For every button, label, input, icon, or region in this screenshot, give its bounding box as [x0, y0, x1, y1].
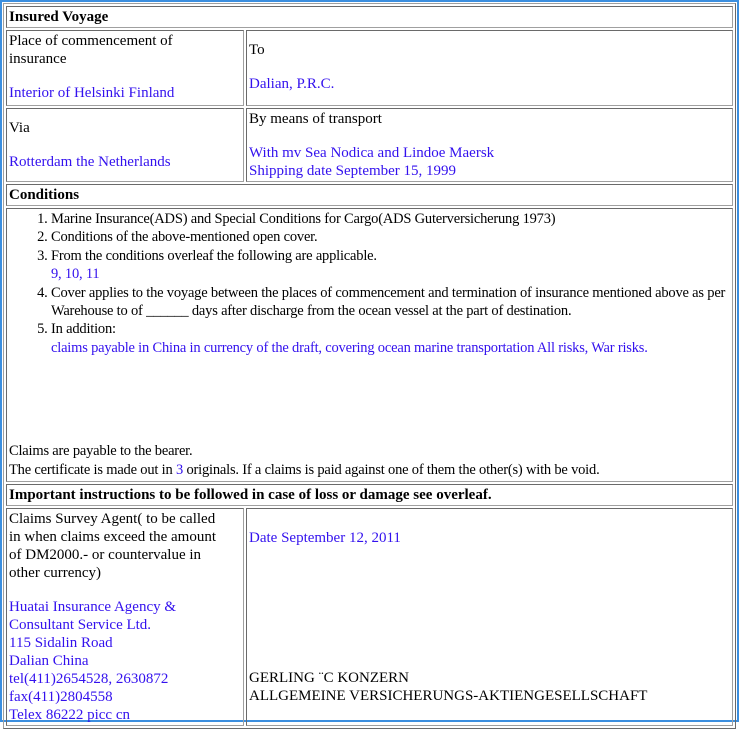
- agent-name-line: Huatai Insurance Agency &: [9, 599, 177, 615]
- condition-text: Cover applies to the voyage between the places of commencement and termination of insurance: [51, 284, 589, 301]
- insured-voyage-heading: Insured Voyage: [6, 6, 733, 28]
- place-label-line2: insurance: [9, 51, 67, 67]
- days-blank: ______: [146, 303, 189, 320]
- condition-item: [51, 320, 730, 357]
- insurance-certificate-table: [3, 3, 736, 729]
- condition-text: mentioned above as per Warehouse to of: [51, 284, 726, 320]
- instructions-heading: Important instructions to be followed in case of loss or damage see overleaf.: [6, 484, 733, 506]
- applicable-conditions-value: 9, 10, 11: [51, 266, 100, 283]
- via-label: Via: [9, 120, 30, 136]
- via-cell: [6, 108, 244, 182]
- condition-text: of destination.: [491, 303, 572, 320]
- claims-agent-cell: [6, 508, 244, 726]
- place-of-commencement-value: Interior of Helsinki Finland: [9, 85, 175, 101]
- issue-date: Date September 12, 2011: [249, 530, 401, 546]
- insurer-name-line1: GERLING ¨C KONZERN: [249, 670, 409, 686]
- via-value: Rotterdam the Netherlands: [9, 154, 171, 170]
- agent-fax: fax(411)2804558: [9, 689, 113, 705]
- vessel-names: With mv Sea Nodica and Lindoe Maersk: [249, 145, 495, 161]
- agent-name-line: Consultant Service Ltd.: [9, 617, 152, 633]
- originals-count: 3: [175, 461, 183, 478]
- claims-payable-text: Claims are payable to the bearer.: [9, 443, 193, 459]
- to-label: To: [249, 42, 265, 58]
- agent-label-line: in when claims exceed the amount: [9, 529, 217, 545]
- agent-label-line: other currency): [9, 565, 102, 581]
- agent-telex: Telex 86222 picc cn: [9, 707, 130, 723]
- place-of-commencement-cell: [6, 30, 244, 106]
- condition-item: [51, 228, 730, 246]
- condition-text: In addition:: [51, 321, 116, 338]
- originals-suffix: originals. If a claims is paid against one of them the other(s) with be void.: [186, 461, 600, 478]
- condition-item: [51, 247, 730, 284]
- condition-item: [51, 210, 730, 228]
- additional-conditions-value: claims payable in China in currency of the draft, covering ocean marine transportation All risks, War risks.: [51, 339, 648, 356]
- agent-address: 115 Sidalin Road: [9, 635, 113, 651]
- claims-agent-label: [9, 510, 241, 582]
- condition-text: days after discharge from the ocean vessel at the part: [191, 303, 488, 320]
- place-label-line1: Place of commencement of: [9, 33, 173, 49]
- originals-prefix: The certificate is made out in: [9, 461, 173, 478]
- conditions-list: [9, 210, 730, 357]
- condition-item: [51, 284, 730, 321]
- means-of-transport-label: By means of transport: [249, 111, 382, 127]
- means-of-transport-cell: [246, 108, 733, 182]
- shipping-date: Shipping date September 15, 1999: [249, 163, 457, 179]
- insurer-name-line2: ALLGEMEINE VERSICHERUNGS-AKTIENGESELLSCHAFT: [249, 688, 648, 704]
- destination-cell: [246, 30, 733, 106]
- certificate-notes: [9, 442, 600, 479]
- agent-label-line: Claims Survey Agent( to be called: [9, 511, 216, 527]
- agent-city: Dalian China: [9, 653, 89, 669]
- conditions-cell: [6, 208, 733, 482]
- means-of-transport-value: [249, 144, 730, 180]
- claims-agent-details: [9, 598, 241, 724]
- condition-text: Conditions of the above-mentioned open cover.: [51, 229, 318, 246]
- place-of-commencement-label: [9, 32, 241, 68]
- agent-label-line: of DM2000.- or countervalue in: [9, 547, 202, 563]
- issue-cell: [246, 508, 733, 726]
- to-value: Dalian, P.R.C.: [249, 76, 335, 92]
- condition-text: From the conditions overleaf the following are applicable.: [51, 247, 377, 264]
- insurer-signature: [249, 669, 647, 705]
- conditions-heading: Conditions: [6, 184, 733, 206]
- agent-telephone: tel(411)2654528, 2630872: [9, 671, 169, 687]
- originals-text: [9, 461, 600, 480]
- condition-text: Marine Insurance(ADS) and Special Conditions for Cargo(ADS Guterversicherung 1973): [51, 211, 556, 227]
